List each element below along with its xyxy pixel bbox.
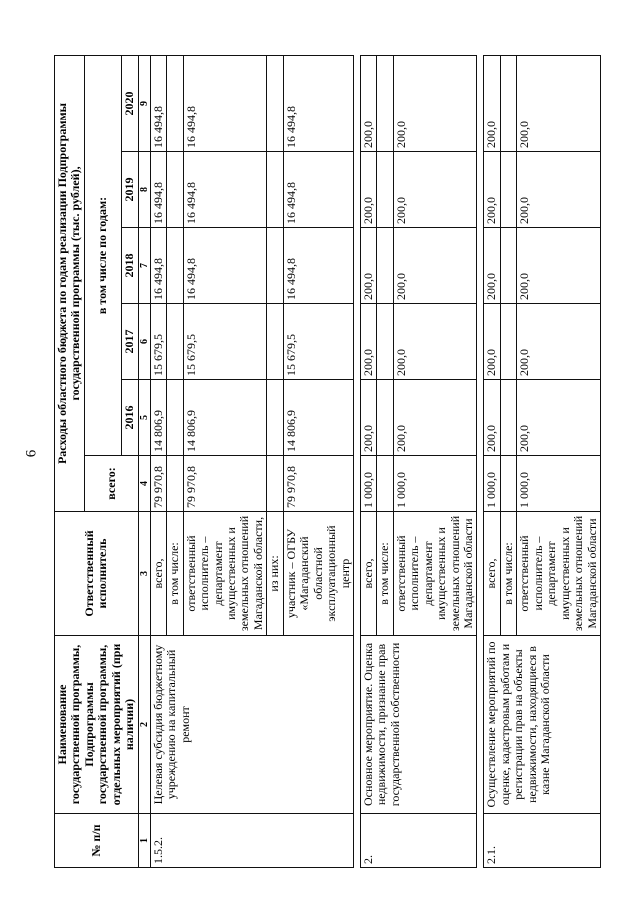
row-number: 1.5.2.: [150, 814, 353, 868]
header-expenses: Расходы областного бюджета по годам реализации Подпрограммы государственной программы (тыс. рублей),: [55, 55, 85, 511]
budget-table: [54, 55, 601, 868]
header-year: 2019: [122, 152, 138, 228]
column-number: 3: [138, 512, 150, 636]
year-value-cell: [267, 55, 283, 151]
year-value-cell: 15 679,5: [150, 304, 166, 380]
column-number: 2: [138, 636, 150, 814]
year-value-cell: [500, 152, 516, 228]
year-value-cell: 200,0: [484, 380, 500, 456]
header-number: № п/п: [55, 814, 139, 868]
year-value-cell: 16 494,8: [183, 152, 267, 228]
total-cell: [267, 456, 283, 512]
year-value-cell: [500, 380, 516, 456]
year-value-cell: [500, 55, 516, 151]
year-value-cell: [267, 152, 283, 228]
year-value-cell: 200,0: [360, 152, 376, 228]
year-value-cell: [377, 228, 393, 304]
header-name: Наименование государственной программы, Подпрограммы государственной программы, отдельных мероприятий (при наличии): [55, 636, 139, 814]
executor-cell: ответственный исполнитель – департамент имущественных и земельных отношений Магаданской области: [393, 512, 477, 636]
row-number: 2.: [360, 814, 477, 868]
year-value-cell: 200,0: [360, 304, 376, 380]
year-value-cell: 15 679,5: [183, 304, 267, 380]
separator-cell: [477, 55, 484, 867]
total-cell: 79 970,8: [283, 456, 353, 512]
year-value-cell: [500, 304, 516, 380]
executor-cell: всего,: [484, 512, 500, 636]
total-cell: 79 970,8: [183, 456, 267, 512]
row-number: 2.1.: [484, 814, 601, 868]
total-cell: [500, 456, 516, 512]
year-value-cell: 200,0: [517, 55, 601, 151]
separator-cell: [353, 55, 360, 867]
year-value-cell: [500, 228, 516, 304]
column-number: 7: [138, 228, 150, 304]
page-number: 6: [23, 449, 40, 458]
row-name: Целевая субсидия бюджетному учреждению на капитальный ремонт: [150, 636, 353, 814]
header-year: 2020: [122, 55, 138, 151]
header-by-years: в том числе по годам:: [84, 55, 121, 455]
table-row: [484, 55, 500, 867]
year-value-cell: [267, 380, 283, 456]
column-number: 8: [138, 152, 150, 228]
executor-cell: ответственный исполнитель – департамент имущественных и земельных отношений Магаданской области: [517, 512, 601, 636]
year-value-cell: 200,0: [393, 228, 477, 304]
year-value-cell: [377, 304, 393, 380]
year-value-cell: 200,0: [517, 380, 601, 456]
executor-cell: ответственный исполнитель – департамент имущественных и земельных отношений Магаданской области,: [183, 512, 267, 636]
year-value-cell: 16 494,8: [150, 228, 166, 304]
rotated-table-wrapper: [54, 56, 599, 868]
total-cell: 1 000,0: [517, 456, 601, 512]
column-number: 9: [138, 55, 150, 151]
year-value-cell: [167, 152, 183, 228]
executor-cell: в том числе:: [167, 512, 183, 636]
year-value-cell: 14 806,9: [150, 380, 166, 456]
total-cell: 1 000,0: [360, 456, 376, 512]
column-number: 6: [138, 304, 150, 380]
year-value-cell: 14 806,9: [283, 380, 353, 456]
total-cell: 1 000,0: [393, 456, 477, 512]
year-value-cell: 200,0: [484, 55, 500, 151]
total-cell: 1 000,0: [484, 456, 500, 512]
year-value-cell: [167, 55, 183, 151]
row-name: Осуществление мероприятий по оценке, кадастровым работам и регистрации прав на объекты недвижимости, находящиеся в казне Магаданской области: [484, 636, 601, 814]
total-cell: [167, 456, 183, 512]
row-separator: [477, 55, 484, 867]
header-executor: Ответственный исполнитель: [55, 512, 139, 636]
year-value-cell: 200,0: [360, 380, 376, 456]
year-value-cell: 200,0: [517, 152, 601, 228]
executor-cell: из них:: [267, 512, 283, 636]
year-value-cell: 200,0: [360, 228, 376, 304]
year-value-cell: 16 494,8: [183, 55, 267, 151]
column-number-row: [138, 55, 150, 867]
total-cell: 79 970,8: [150, 456, 166, 512]
header-year: 2016: [122, 380, 138, 456]
year-value-cell: 16 494,8: [283, 228, 353, 304]
year-value-cell: 200,0: [484, 152, 500, 228]
table-row: [150, 55, 166, 867]
year-value-cell: 16 494,8: [150, 55, 166, 151]
year-value-cell: 15 679,5: [283, 304, 353, 380]
header-year: 2018: [122, 228, 138, 304]
column-number: 1: [138, 814, 150, 868]
year-value-cell: 200,0: [517, 304, 601, 380]
year-value-cell: [267, 304, 283, 380]
executor-cell: в том числе:: [500, 512, 516, 636]
year-value-cell: 200,0: [393, 304, 477, 380]
year-value-cell: 200,0: [360, 55, 376, 151]
year-value-cell: 16 494,8: [283, 55, 353, 151]
year-value-cell: [167, 380, 183, 456]
executor-cell: в том числе:: [377, 512, 393, 636]
row-name: Основное мероприятие. Оценка недвижимости, признание прав государственной собственности: [360, 636, 477, 814]
executor-cell: всего,: [150, 512, 166, 636]
table-row: [360, 55, 376, 867]
year-value-cell: 200,0: [393, 55, 477, 151]
row-separator: [353, 55, 360, 867]
year-value-cell: [377, 55, 393, 151]
column-number: 5: [138, 380, 150, 456]
year-value-cell: 14 806,9: [183, 380, 267, 456]
year-value-cell: 16 494,8: [283, 152, 353, 228]
year-value-cell: 16 494,8: [183, 228, 267, 304]
column-number: 4: [138, 456, 150, 512]
header-total: всего:: [84, 456, 138, 512]
year-value-cell: [267, 228, 283, 304]
total-cell: [377, 456, 393, 512]
year-value-cell: 200,0: [517, 228, 601, 304]
executor-cell: всего,: [360, 512, 376, 636]
year-value-cell: [167, 228, 183, 304]
year-value-cell: 200,0: [393, 380, 477, 456]
executor-cell: участник – ОГБУ «Магаданский областной эксплуатационный центр: [283, 512, 353, 636]
year-value-cell: [167, 304, 183, 380]
table-body: [150, 55, 600, 867]
year-value-cell: [377, 152, 393, 228]
header-year: 2017: [122, 304, 138, 380]
year-value-cell: 16 494,8: [150, 152, 166, 228]
year-value-cell: [377, 380, 393, 456]
year-value-cell: 200,0: [393, 152, 477, 228]
year-value-cell: 200,0: [484, 304, 500, 380]
year-value-cell: 200,0: [484, 228, 500, 304]
